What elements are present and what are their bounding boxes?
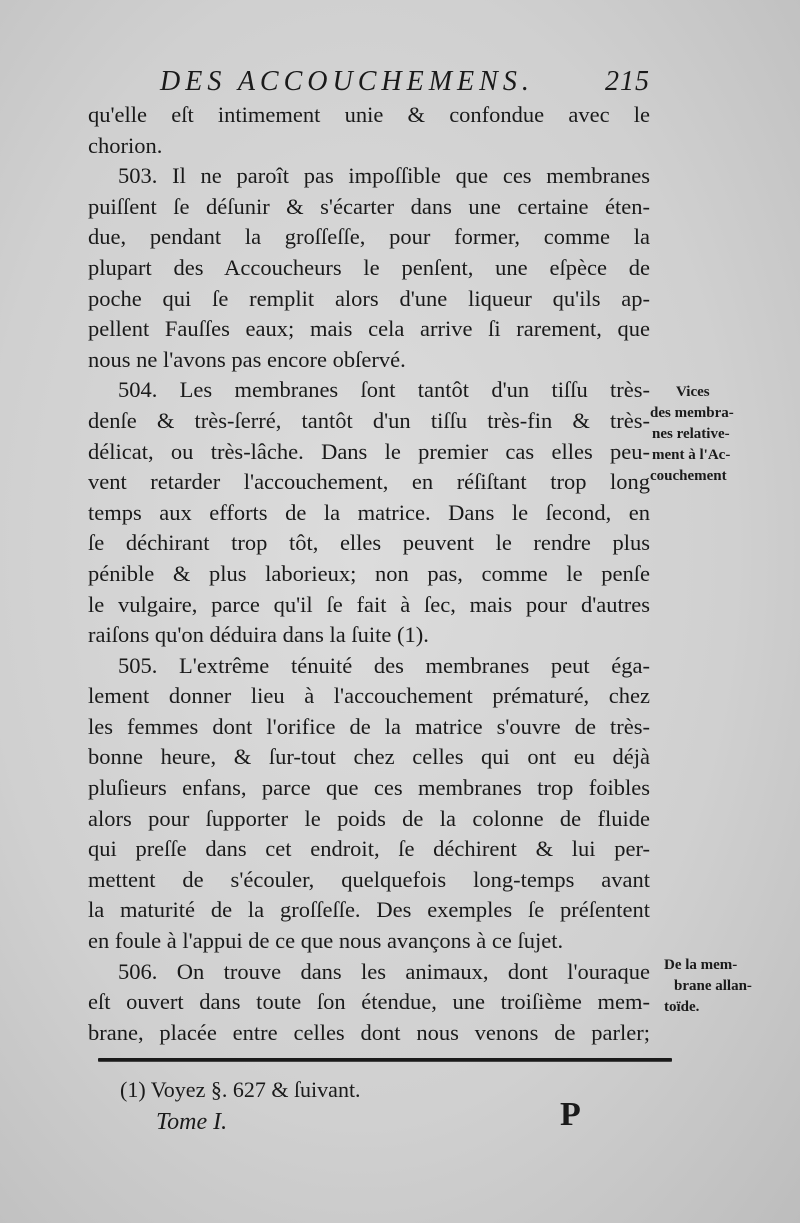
text-line: eſt ouvert dans toute ſon étendue, une troiſième mem- <box>88 989 650 1015</box>
margin-note-line: ment à l'Ac- <box>652 447 731 463</box>
page-number: 215 <box>605 66 650 97</box>
text-line: plupart des Accoucheurs le penſent, une eſpèce de <box>88 254 650 280</box>
volume-signature: Tome I. <box>156 1109 228 1135</box>
text-line: denſe & très-ſerré, tantôt d'un tiſſu très-fin & très- <box>88 407 650 433</box>
text-line: mettent de s'écouler, quelquefois long-temps avant <box>88 866 650 892</box>
text-line: nous ne l'avons pas encore obſervé. <box>88 346 406 372</box>
margin-note-line: Vices <box>676 384 710 400</box>
text-line: ſe déchirant trop tôt, elles peuvent le rendre plus <box>88 530 650 556</box>
text-line: raiſons qu'on déduira dans la ſuite (1). <box>88 622 429 648</box>
body-text <box>88 100 650 1048</box>
margin-note-line: toïde. <box>664 999 700 1015</box>
text-line: le vulgaire, parce qu'il ſe fait à ſec, mais pour d'autres <box>88 591 650 617</box>
paragraph-506-start: 506. On trouve dans les animaux, dont l'ouraque <box>118 958 650 984</box>
text-line: pénible & plus laborieux; non pas, comme le penſe <box>88 560 650 586</box>
margin-note-line: De la mem- <box>664 957 738 973</box>
margin-note-line: des membra- <box>650 405 734 421</box>
text-line: les femmes dont l'orifice de la matrice s'ouvre de très- <box>88 713 650 739</box>
text-line: temps aux efforts de la matrice. Dans le ſecond, en <box>88 499 650 525</box>
text-line: qu'elle eſt intimement unie & confondue avec le <box>88 102 650 127</box>
paragraph-504-start: 504. Les membranes ſont tantôt d'un tiſſu très- <box>118 377 650 403</box>
text-line: alors pour ſupporter le poids de la colonne de fluide <box>88 805 650 831</box>
text-line: la maturité de la groſſeſſe. Des exemples ſe préſentent <box>88 897 650 923</box>
margin-note-line: brane allan- <box>674 978 752 994</box>
text-line: en foule à l'appui de ce que nous avançons à ce ſujet. <box>88 928 564 954</box>
text-line: qui preſſe dans cet endroit, ſe déchirent & lui per- <box>88 836 650 862</box>
text-line: due, pendant la groſſeſſe, pour former, comme la <box>88 224 650 250</box>
margin-note-membrane-allantoide <box>664 955 768 1018</box>
margin-note-line: nes relative- <box>652 426 730 442</box>
text-line: bonne heure, & ſur-tout chez celles qui ont eu déjà <box>88 744 650 770</box>
text-line: poche qui ſe remplit alors d'une liqueur qu'ils ap- <box>88 285 650 311</box>
text-line: puiſſent ſe déſunir & s'écarter dans une certaine éten- <box>88 193 650 219</box>
page-header <box>160 62 650 102</box>
text-line: lement donner lieu à l'accouchement prématuré, chez <box>88 683 650 709</box>
footnote: (1) Voyez §. 627 & ſuivant. <box>120 1077 361 1102</box>
paragraph-503-start: 503. Il ne paroît pas impoſſible que ces membranes <box>118 163 650 189</box>
text-line: pluſieurs enfans, parce que ces membranes trop foibles <box>88 775 650 801</box>
margin-note-vices-membranes <box>650 382 758 487</box>
text-line: vent retarder l'accouchement, en réſiſtant trop long <box>88 469 650 495</box>
text-line: chorion. <box>88 132 163 158</box>
footnote-rule <box>98 1058 672 1061</box>
signature-mark: P <box>560 1096 581 1133</box>
margin-note-line: couchement <box>650 468 727 484</box>
text-line: délicat, ou très-lâche. Dans le premier cas elles peu- <box>88 438 650 464</box>
running-head: DES ACCOUCHEMENS. <box>160 66 534 97</box>
text-line: brane, placée entre celles dont nous venons de parler; <box>88 1019 650 1045</box>
paragraph-505-start: 505. L'extrême ténuité des membranes peut éga- <box>118 652 650 678</box>
text-line: pellent Fauſſes eaux; mais cela arrive ſi rarement, que <box>88 316 650 342</box>
